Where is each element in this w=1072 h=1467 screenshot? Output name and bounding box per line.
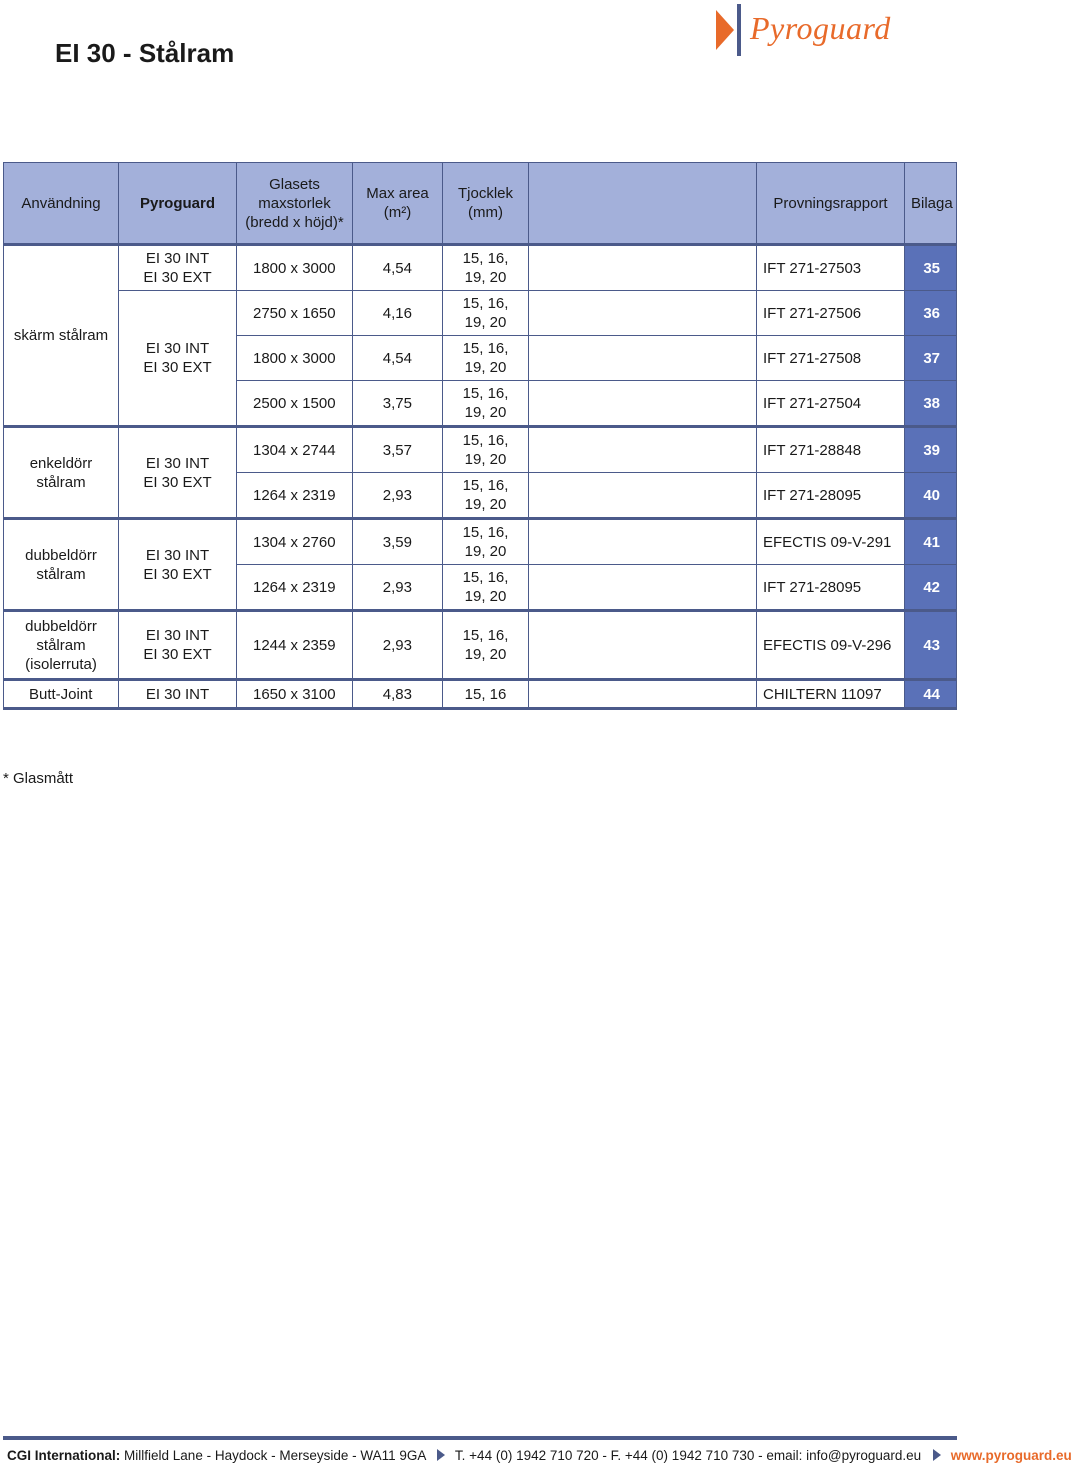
area-cell: 2,93 (353, 611, 443, 680)
size-cell: 2750 x 1650 (237, 291, 353, 336)
usage-cell: Butt-Joint (4, 680, 119, 709)
report-cell: EFECTIS 09-V-296 (757, 611, 905, 680)
appendix-cell: 39 (905, 427, 957, 473)
spec-table (3, 162, 957, 710)
size-cell: 1800 x 3000 (237, 336, 353, 381)
size-cell: 1650 x 3100 (237, 680, 353, 709)
appendix-cell: 44 (905, 680, 957, 709)
size-cell: 1244 x 2359 (237, 611, 353, 680)
report-cell: IFT 271-27503 (757, 245, 905, 291)
spacer-cell (529, 473, 757, 519)
size-cell: 1304 x 2760 (237, 519, 353, 565)
pyroguard-cell: EI 30 INT EI 30 EXT (119, 427, 237, 519)
page-title: EI 30 - Stålram (55, 38, 235, 68)
footnote: * Glasmått (3, 770, 74, 787)
spacer-cell (529, 680, 757, 709)
pyroguard-cell: EI 30 INT EI 30 EXT (119, 245, 237, 291)
report-cell: IFT 271-27506 (757, 291, 905, 336)
header-appendix: Bilaga (905, 163, 957, 245)
size-cell: 1264 x 2319 (237, 565, 353, 611)
thickness-cell: 15, 16, 19, 20 (443, 427, 529, 473)
thickness-cell: 15, 16, 19, 20 (443, 565, 529, 611)
table-row (4, 519, 957, 565)
thickness-cell: 15, 16, 19, 20 (443, 611, 529, 680)
header-max-area: Max area (m²) (353, 163, 443, 245)
report-cell: CHILTERN 11097 (757, 680, 905, 709)
thickness-cell: 15, 16, 19, 20 (443, 381, 529, 427)
header-glass-size: Glasets maxstorlek (bredd x höjd)* (237, 163, 353, 245)
area-cell: 4,54 (353, 245, 443, 291)
pyroguard-logo (714, 4, 944, 56)
appendix-cell: 38 (905, 381, 957, 427)
header-report: Provningsrapport (757, 163, 905, 245)
usage-cell: dubbeldörr stålram (4, 519, 119, 611)
table-row (4, 611, 957, 680)
footer-contact: T. +44 (0) 1942 710 720 - F. +44 (0) 1942 710 730 - email: info@pyroguard.eu (454, 1448, 922, 1463)
appendix-cell: 35 (905, 245, 957, 291)
size-cell: 1264 x 2319 (237, 473, 353, 519)
header-usage: Användning (4, 163, 119, 245)
size-cell: 2500 x 1500 (237, 381, 353, 427)
header-thickness: Tjocklek (mm) (443, 163, 529, 245)
usage-cell: skärm stålram (4, 245, 119, 427)
spacer-cell (529, 427, 757, 473)
footer (7, 1448, 1072, 1463)
spacer-cell (529, 291, 757, 336)
header-row (4, 163, 957, 245)
spacer-cell (529, 565, 757, 611)
logo-mark-icon (714, 4, 746, 56)
spacer-cell (529, 519, 757, 565)
appendix-cell: 40 (905, 473, 957, 519)
report-cell: EFECTIS 09-V-291 (757, 519, 905, 565)
size-cell: 1304 x 2744 (237, 427, 353, 473)
spacer-cell (529, 245, 757, 291)
appendix-cell: 42 (905, 565, 957, 611)
appendix-cell: 37 (905, 336, 957, 381)
arrow-right-icon (933, 1449, 941, 1461)
report-cell: IFT 271-28848 (757, 427, 905, 473)
pyroguard-cell: EI 30 INT EI 30 EXT (119, 611, 237, 680)
thickness-cell: 15, 16, 19, 20 (443, 291, 529, 336)
table-row (4, 680, 957, 709)
area-cell: 3,57 (353, 427, 443, 473)
thickness-cell: 15, 16 (443, 680, 529, 709)
logo-text: Pyroguard (750, 10, 891, 46)
spacer-cell (529, 381, 757, 427)
area-cell: 2,93 (353, 473, 443, 519)
area-cell: 2,93 (353, 565, 443, 611)
appendix-cell: 43 (905, 611, 957, 680)
report-cell: IFT 271-28095 (757, 473, 905, 519)
table-row (4, 291, 957, 336)
arrow-right-icon (437, 1449, 445, 1461)
thickness-cell: 15, 16, 19, 20 (443, 473, 529, 519)
report-cell: IFT 271-27508 (757, 336, 905, 381)
size-cell: 1800 x 3000 (237, 245, 353, 291)
area-cell: 4,16 (353, 291, 443, 336)
spacer-cell (529, 611, 757, 680)
header-pyroguard: Pyroguard (119, 163, 237, 245)
appendix-cell: 36 (905, 291, 957, 336)
area-cell: 4,54 (353, 336, 443, 381)
thickness-cell: 15, 16, 19, 20 (443, 519, 529, 565)
header-spacer (529, 163, 757, 245)
thickness-cell: 15, 16, 19, 20 (443, 336, 529, 381)
footer-website-link[interactable]: www.pyroguard.eu (950, 1448, 1072, 1463)
area-cell: 4,83 (353, 680, 443, 709)
pyroguard-cell: EI 30 INT (119, 680, 237, 709)
footer-divider (3, 1436, 957, 1440)
usage-cell: dubbeldörr stålram (isolerruta) (4, 611, 119, 680)
usage-cell: enkeldörr stålram (4, 427, 119, 519)
report-cell: IFT 271-27504 (757, 381, 905, 427)
footer-company: CGI International: (7, 1448, 121, 1463)
footer-address: Millfield Lane - Haydock - Merseyside - WA11 9GA (124, 1448, 426, 1463)
area-cell: 3,75 (353, 381, 443, 427)
report-cell: IFT 271-28095 (757, 565, 905, 611)
area-cell: 3,59 (353, 519, 443, 565)
spacer-cell (529, 336, 757, 381)
table-row (4, 427, 957, 473)
thickness-cell: 15, 16, 19, 20 (443, 245, 529, 291)
spec-table-wrap (3, 162, 956, 710)
table-row (4, 245, 957, 291)
appendix-cell: 41 (905, 519, 957, 565)
pyroguard-cell: EI 30 INT EI 30 EXT (119, 519, 237, 611)
pyroguard-cell: EI 30 INT EI 30 EXT (119, 291, 237, 427)
